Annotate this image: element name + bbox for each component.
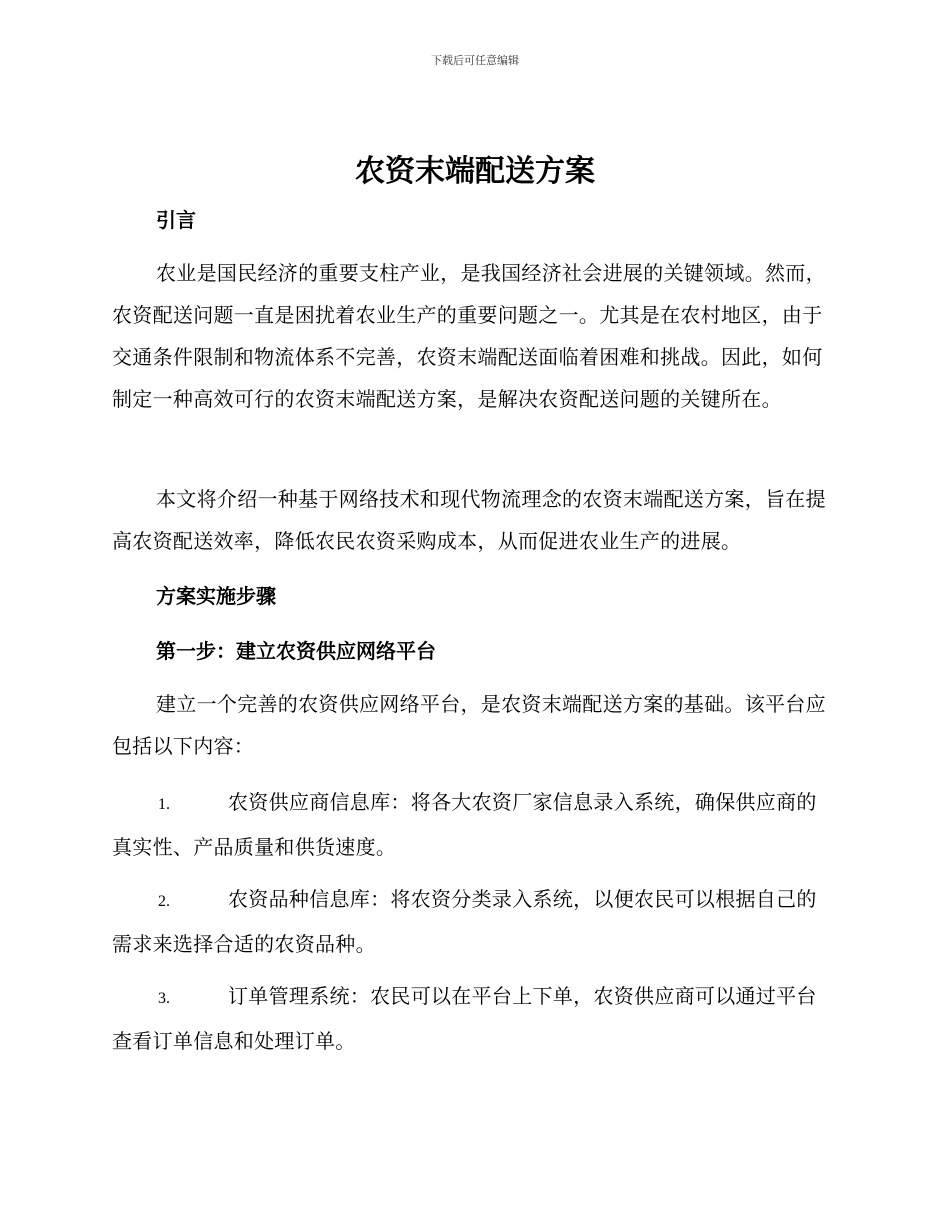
intro-paragraph-1: 农业是国民经济的重要支柱产业，是我国经济社会进展的关键领域。然而，农资配送问题一直是困扰着农业生产的重要问题之一。尤其是在农村地区，由于交通条件限制和物流体系不完善，农资末端配送面临着困难和挑战。因此，如何制定一种高效可行的农资末端配送方案，是解决农资配送问题的关键所在。 [112, 261, 826, 411]
list-item-text: 订单管理系统：农民可以在平台上下单，农资供应商可以通过平台查看订单信息和处理订单。 [112, 984, 817, 1053]
intro-heading: 引言 [156, 208, 196, 232]
list-item-1 [112, 781, 834, 868]
list-item-text: 农资供应商信息库：将各大农资厂家信息录入系统，确保供应商的真实性、产品质量和供货速度。 [112, 790, 817, 859]
list-item-text: 农资品种信息库：将农资分类录入系统，以便农民可以根据自己的需求来选择合适的农资品种。 [112, 887, 817, 956]
step1-heading: 第一步：建立农资供应网络平台 [156, 639, 436, 663]
list-item-3 [112, 975, 834, 1062]
step1-paragraph: 建立一个完善的农资供应网络平台，是农资末端配送方案的基础。该平台应包括以下内容： [112, 692, 826, 758]
intro-paragraph-2: 本文将介绍一种基于网络技术和现代物流理念的农资末端配送方案，旨在提高农资配送效率，降低农民农资采购成本，从而促进农业生产的进展。 [112, 487, 826, 553]
list-item-number: 2. [158, 893, 170, 910]
page-header: 下载后可任意编辑 [431, 54, 519, 67]
document-title: 农资末端配送方案 [355, 154, 595, 189]
steps-heading: 方案实施步骤 [156, 584, 276, 608]
list-item-number: 1. [158, 796, 170, 813]
list-item-number: 3. [158, 990, 170, 1007]
list-item-2 [112, 878, 834, 965]
